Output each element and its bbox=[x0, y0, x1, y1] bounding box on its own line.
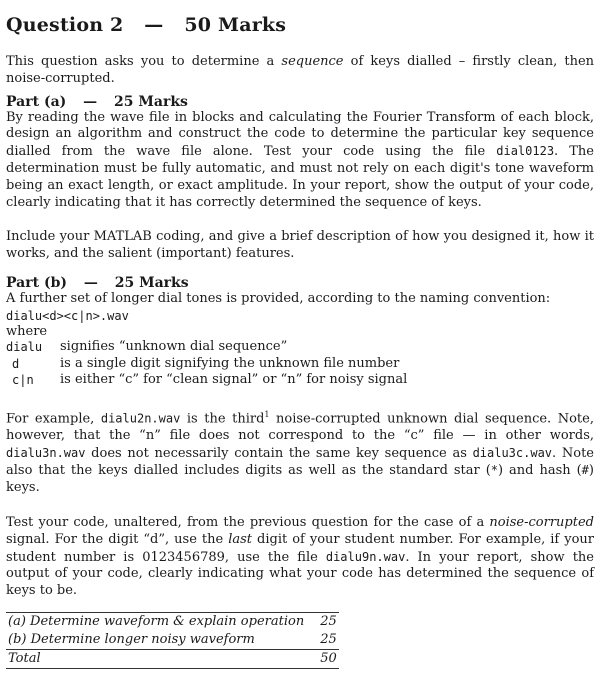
example-code-3: dialu3c.wav bbox=[472, 445, 553, 460]
test-text-4: . In your report, show the output of your code, clearly indicating what your code has determined the sequence of keys to be. bbox=[6, 549, 594, 599]
example-text-7: ) keys. bbox=[6, 463, 594, 496]
definition-row bbox=[6, 339, 594, 356]
definitions-list bbox=[6, 339, 594, 389]
part-a-paragraph-2: Include your MATLAB coding, and give a brief description of how you designed it, how it works, and the salient (important) features. bbox=[6, 229, 594, 262]
marks-row-label: (a) Determine waveform & explain operation bbox=[8, 614, 305, 630]
definition-term: dialu bbox=[6, 340, 43, 355]
marks-row bbox=[6, 631, 339, 650]
part-b-marks: 25 Marks bbox=[114, 274, 189, 291]
marks-row-value: 25 bbox=[320, 632, 337, 648]
part-a-title: Part (a) bbox=[6, 93, 67, 110]
example-text-5: . Note also that the keys dialled includes digits as well as the standard star ( bbox=[6, 445, 594, 479]
marks-row-label: (b) Determine longer noisy waveform bbox=[8, 632, 255, 648]
test-text-3: digit of your student number. For example, if your student number is 0123456789, use the file bbox=[6, 531, 595, 565]
test-text-2: signal. For the digit “d”, use the bbox=[6, 531, 229, 547]
marks-row bbox=[6, 613, 339, 632]
part-a-file-code: dial0123 bbox=[496, 144, 555, 159]
intro-text-2: of keys dialled – firstly clean, then noise-corrupted. bbox=[6, 54, 595, 86]
definition-row bbox=[6, 372, 594, 389]
naming-pattern: dialu<d><c|n>.wav bbox=[6, 308, 129, 323]
marks-total-label: Total bbox=[6, 650, 306, 669]
definition-desc: signifies “unknown dial sequence” bbox=[60, 339, 288, 355]
example-text-1: For example, bbox=[6, 411, 101, 427]
question-heading bbox=[6, 14, 594, 36]
marks-summary-table bbox=[6, 612, 339, 669]
example-text-4: does not necessarily contain the same key sequence as bbox=[85, 445, 473, 461]
test-text-1: Test your code, unaltered, from the previous question for the case of a bbox=[6, 515, 490, 531]
part-b-paragraph-1: A further set of longer dial tones is provided, according to the naming convention: bbox=[6, 290, 551, 306]
question-dash: — bbox=[144, 14, 164, 36]
definition-row bbox=[6, 356, 594, 373]
intro-emphasis: sequence bbox=[281, 54, 344, 69]
hash-key: # bbox=[581, 463, 589, 478]
star-key: * bbox=[490, 463, 498, 478]
definition-desc: is either “c” for “clean signal” or “n” for noisy signal bbox=[60, 372, 408, 388]
example-code-1: dialu2n.wav bbox=[100, 411, 181, 426]
part-a-heading bbox=[6, 94, 594, 110]
marks-total-row bbox=[6, 650, 339, 669]
footnote-marker: 1 bbox=[264, 409, 270, 419]
where-label: where bbox=[6, 324, 48, 340]
test-emphasis-1: noise-corrupted bbox=[489, 515, 594, 531]
part-b-dash: — bbox=[83, 274, 98, 291]
part-b-heading bbox=[6, 275, 594, 291]
part-b-test-paragraph bbox=[6, 515, 594, 600]
part-a-paragraph-1 bbox=[6, 110, 594, 212]
definition-desc: is a single digit signifying the unknown file number bbox=[60, 355, 400, 371]
definition-term: c|n bbox=[12, 373, 34, 388]
test-emphasis-2: last bbox=[228, 531, 253, 547]
intro-text-1: This question asks you to determine a bbox=[6, 54, 282, 69]
part-a-dash: — bbox=[83, 93, 98, 110]
example-code-2: dialu3n.wav bbox=[6, 445, 86, 460]
part-a-p1-text-a: By reading the wave file in blocks and calculating the Fourier Transform of each block, design an algorithm and construct the code to determine the particular key sequence dialled from the wave file alone. Test your code using the file bbox=[6, 109, 594, 160]
question-title: Question 2 bbox=[6, 14, 124, 36]
part-b-title: Part (b) bbox=[6, 274, 67, 291]
marks-row-value: 25 bbox=[306, 613, 339, 632]
intro-paragraph bbox=[6, 54, 594, 88]
part-a-marks: 25 Marks bbox=[114, 93, 188, 110]
test-file-code: dialu9n.wav bbox=[325, 549, 406, 564]
part-a-p1-text-b: . The determination must be fully automatic, and must not rely on each digit's tone waveform being an exact length, or exact amplitude. In your report, show the output of your code, clearly indicating that it has correctly determined the sequence of keys. bbox=[6, 144, 594, 210]
marks-total-value: 50 bbox=[306, 650, 339, 669]
example-text-3: noise-corrupted unknown dial sequence. Note, however, that the “n” file does not correspond to the “c” file — in other words, bbox=[6, 411, 594, 443]
definition-term: d bbox=[12, 356, 20, 371]
example-text-2: is the third bbox=[180, 411, 265, 427]
part-b-example-paragraph bbox=[6, 407, 594, 497]
example-text-6: ) and hash ( bbox=[498, 463, 582, 479]
question-marks: 50 Marks bbox=[184, 14, 287, 36]
